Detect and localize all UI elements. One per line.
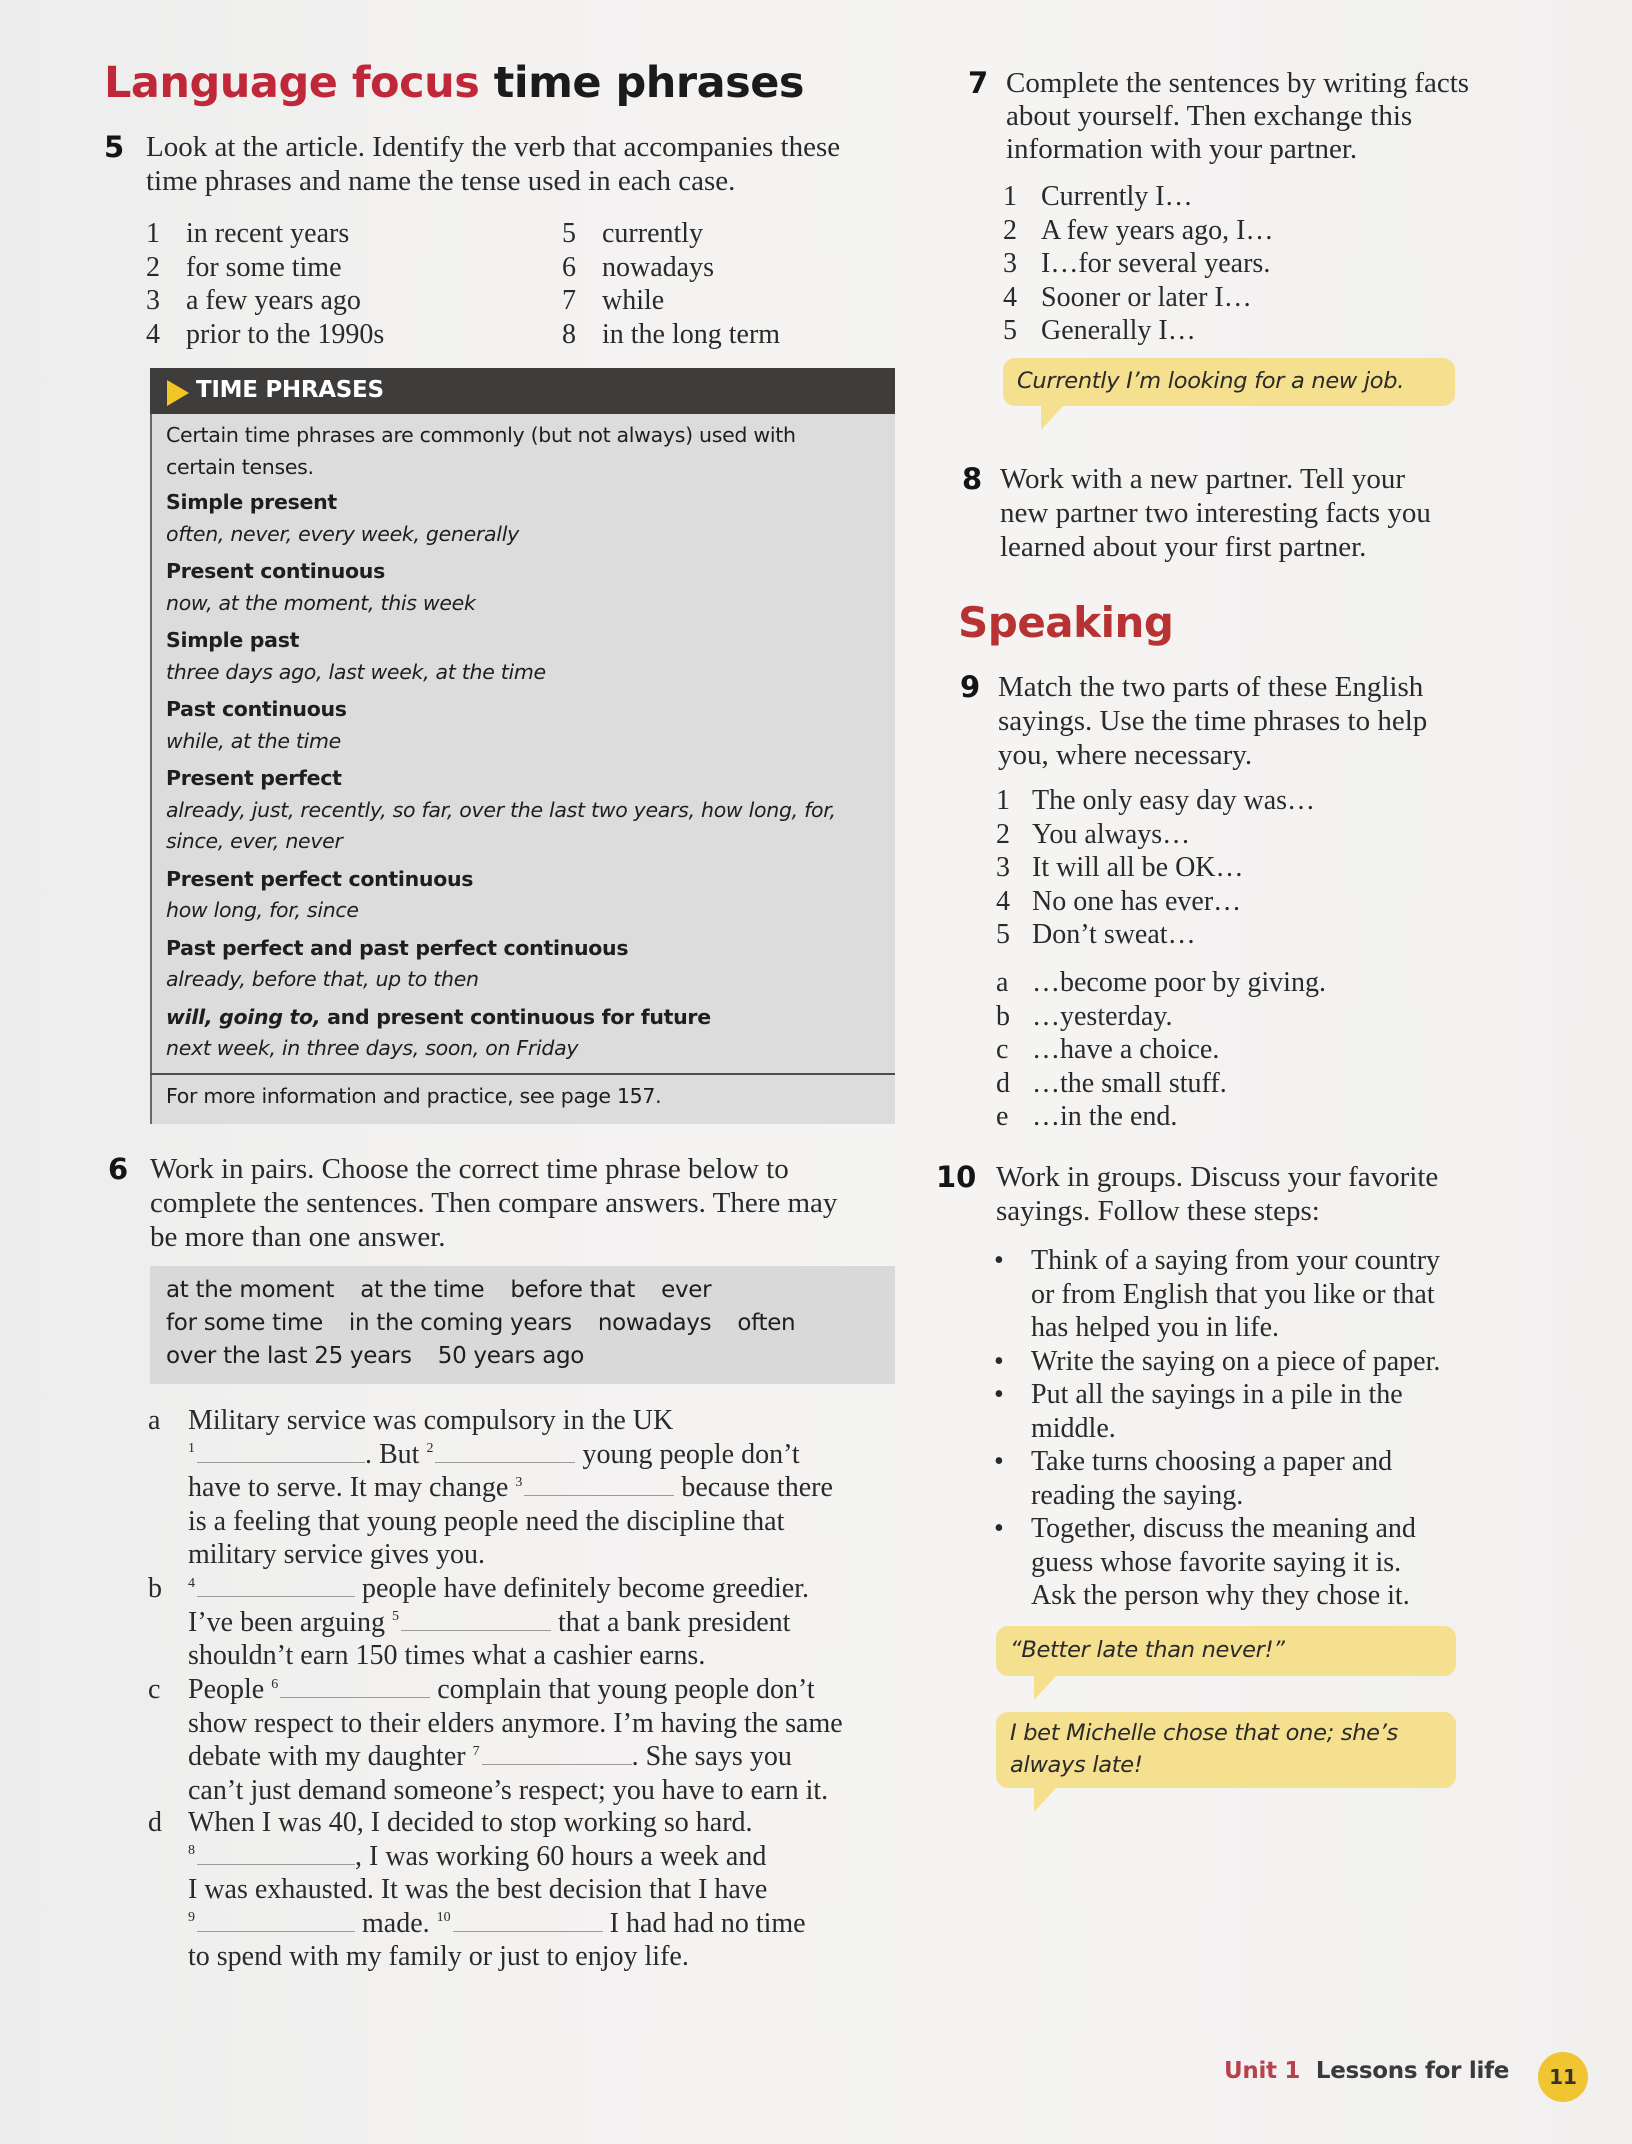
list-item: 6 nowadays	[562, 251, 714, 283]
word-option: at the time	[360, 1277, 485, 1303]
tense-examples: three days ago, last week, at the time	[166, 659, 546, 684]
blank-input-6[interactable]	[280, 1675, 430, 1698]
tense-examples: already, just, recently, so far, over the last two years, how long, for,	[166, 797, 836, 822]
blank-input-10[interactable]	[453, 1909, 603, 1932]
exercise-number: 6	[108, 1152, 129, 1186]
word-option: before that	[510, 1277, 636, 1303]
bullet-icon: •	[994, 1379, 1004, 1410]
instruction-line: Match the two parts of these English	[998, 671, 1424, 703]
sentence-label: c	[148, 1674, 161, 1705]
sentence-label: a	[148, 1405, 161, 1436]
time-phrases-title: TIME PHRASES	[196, 377, 384, 403]
page-footer	[1224, 2058, 1509, 2084]
unit-title: Lessons for life	[1315, 2058, 1510, 2084]
tense-examples: next week, in three days, soon, on Friday	[166, 1036, 579, 1060]
sentence-label: b	[148, 1573, 162, 1604]
list-item: 2 for some time	[146, 251, 342, 283]
instruction-line: new partner two interesting facts you	[1000, 497, 1431, 529]
tense-examples: now, at the moment, this week	[166, 590, 476, 615]
instruction-line: time phrases and name the tense used in each case.	[146, 165, 736, 197]
list-item: 2 You always…	[996, 818, 1191, 850]
intro-text: Certain time phrases are commonly (but not always) used with certain tenses.	[166, 423, 796, 479]
list-item: 1 Currently I…	[1003, 181, 1193, 212]
bubble-text: I bet Michelle chose that one; she’s	[1010, 1720, 1398, 1746]
word-option: nowadays	[597, 1310, 712, 1336]
list-item: 3 a few years ago	[146, 285, 361, 316]
time-phrases-header	[150, 368, 895, 414]
bubble-tail	[1034, 1786, 1058, 1812]
bullet-icon: •	[994, 1446, 1004, 1477]
tense-heading: Present perfect	[166, 766, 342, 790]
step-item: • Think of a saying from your country or from English that you like or that has helped you in life.	[994, 1245, 1441, 1343]
box-left-border	[150, 414, 152, 1124]
list-item: 4 No one has ever…	[996, 885, 1242, 917]
speech-bubble-response	[996, 1712, 1456, 1788]
exercise-number: 10	[936, 1160, 977, 1194]
instruction-line: complete the sentences. Then compare answers. There may	[150, 1187, 838, 1219]
word-option: in the coming years	[348, 1310, 572, 1336]
bubble-text: always late!	[1010, 1752, 1143, 1778]
tense-heading: Present continuous	[166, 559, 385, 583]
exercise-number: 7	[968, 66, 989, 100]
bullet-icon: •	[994, 1345, 1004, 1377]
list-item: 1 The only easy day was…	[996, 785, 1316, 816]
bullet-icon: •	[994, 1245, 1004, 1276]
instruction-line: learned about your first partner.	[1000, 531, 1367, 563]
word-option: over the last 25 years	[166, 1343, 412, 1369]
tense-group	[166, 1002, 886, 1065]
list-item: 5 currently	[562, 218, 704, 249]
word-row	[166, 1310, 821, 1336]
instruction-line: Complete the sentences by writing facts	[1006, 67, 1470, 99]
sentence-label: d	[148, 1807, 162, 1838]
box-divider	[150, 1073, 895, 1075]
word-row	[166, 1277, 737, 1303]
list-item: 8 in the long term	[562, 318, 781, 350]
time-phrases-body	[166, 420, 886, 1071]
blank-input-2[interactable]	[435, 1440, 575, 1463]
tense-examples: how long, for, since	[166, 898, 359, 922]
list-item: a …become poor by giving.	[996, 967, 1326, 998]
list-item: b …yesterday.	[996, 1000, 1173, 1032]
word-option: at the moment	[166, 1277, 335, 1303]
exercise-6	[108, 1152, 928, 1262]
sentence-b: b $^4$ people have definitely become greedier. I’ve been arguing $^5$ that a bank president shouldn’t earn 150 times what a cashier earns.	[148, 1573, 810, 1671]
exercise-5-list-left	[146, 217, 384, 351]
tense-heading: Past continuous	[166, 697, 347, 721]
exercise-10	[936, 1160, 1576, 1236]
list-item: 1 in recent years	[146, 218, 350, 249]
exercise-number: 9	[960, 670, 981, 704]
list-item: 3 I…for several years.	[1003, 248, 1271, 279]
instruction-line: information with your partner.	[1006, 133, 1358, 165]
step-item: • Write the saying on a piece of paper.	[994, 1345, 1441, 1377]
word-option: often	[737, 1310, 796, 1336]
bubble-tail	[1034, 1674, 1058, 1700]
bubble-text: “Better late than never!”	[1010, 1637, 1285, 1663]
exercise-8	[962, 462, 1582, 572]
bullet-icon: •	[994, 1513, 1004, 1544]
speech-bubble-example-7	[1003, 358, 1455, 406]
word-row	[166, 1343, 610, 1369]
speech-bubble-saying	[996, 1626, 1456, 1676]
section-title-rest: time phrases	[493, 58, 804, 108]
page-number-badge: 11	[1538, 2052, 1588, 2102]
word-option: for some time	[166, 1310, 323, 1336]
sentence-c: c People $^6$ complain that young people don’t show respect to their elders anymore. I’m having the same debate with my daughter $^7$ . She says you can’t just demand someone’s respect; you have to earn it.	[148, 1674, 843, 1806]
exercise-number: 8	[962, 462, 983, 496]
tense-examples: since, ever, never	[166, 829, 343, 853]
step-item: • Together, discuss the meaning and guess whose favorite saying it is. Ask the person why they chose it.	[994, 1513, 1416, 1611]
blank-input-3[interactable]	[524, 1473, 674, 1496]
blank-input-8[interactable]	[197, 1842, 355, 1865]
section-title-speaking: Speaking	[958, 598, 1174, 647]
sentence-d: d When I was 40, I decided to stop working so hard. $^8$ , I was working 60 hours a week and I was exhausted. It was the best decision that I have $^9$ made. $^{10}$ I had had no time to spend with my family or just to enjoy life.	[148, 1807, 806, 1972]
instruction-line: Look at the article. Identify the verb that accompanies these	[146, 131, 841, 163]
tense-group	[166, 763, 886, 858]
blank-input-7[interactable]	[482, 1742, 632, 1765]
instruction-line: about yourself. Then exchange this	[1006, 100, 1413, 132]
instruction-line: Work in groups. Discuss your favorite	[996, 1161, 1439, 1193]
tense-group	[166, 933, 886, 996]
section-title-language-focus	[104, 58, 804, 108]
instruction-line: be more than one answer.	[150, 1221, 446, 1253]
list-item: 2 A few years ago, I…	[1003, 214, 1274, 246]
tense-group	[166, 625, 886, 688]
instruction-line: Work with a new partner. Tell your	[1000, 463, 1406, 495]
blank-input-9[interactable]	[197, 1909, 355, 1932]
step-item: • Take turns choosing a paper and reading the saying.	[994, 1446, 1393, 1511]
exercise-number: 5	[104, 130, 125, 164]
word-option: 50 years ago	[437, 1343, 585, 1369]
list-item: c …have a choice.	[996, 1034, 1220, 1065]
unit-label: Unit 1	[1224, 2058, 1301, 2084]
word-box	[150, 1266, 895, 1384]
exercise-5-list-right	[562, 217, 780, 351]
blank-input-4[interactable]	[197, 1574, 355, 1597]
list-item: 5 Don’t sweat…	[996, 919, 1196, 950]
page-reference-link[interactable]: For more information and practice, see page 157.	[166, 1084, 662, 1108]
list-item: e …in the end.	[996, 1101, 1178, 1132]
sayings-second-parts	[996, 966, 1326, 1134]
tense-heading: Simple present	[166, 490, 337, 514]
exercise-5	[104, 130, 924, 210]
tense-heading: Present perfect continuous	[166, 866, 474, 891]
list-item: 4 Sooner or later I…	[1003, 281, 1252, 313]
exercise-7	[968, 66, 1588, 176]
step-item: • Put all the sayings in a pile in the middle.	[994, 1379, 1403, 1444]
list-item: 4 prior to the 1990s	[146, 318, 385, 350]
sentence-a: a Military service was compulsory in the UK $^1$ . But $^2$ young people don’t have to serve. It may change $^3$ because there is a feeling that young people need the discipline that military service gives you.	[148, 1405, 833, 1570]
play-triangle-icon	[167, 380, 189, 406]
tense-group	[166, 487, 886, 550]
time-phrases-box	[150, 368, 895, 1124]
tense-group	[166, 864, 886, 927]
tense-heading: Past perfect and past perfect continuous	[166, 935, 629, 960]
list-item: 5 Generally I…	[1003, 315, 1196, 346]
tense-heading: Simple past	[166, 628, 300, 652]
sayings-first-parts	[996, 784, 1315, 952]
tense-examples: often, never, every week, generally	[166, 521, 519, 546]
instruction-line: sayings. Use the time phrases to help	[998, 705, 1428, 737]
instruction-line: sayings. Follow these steps:	[996, 1195, 1320, 1227]
section-title-colored: Language focus	[104, 58, 480, 108]
steps-list	[994, 1244, 1514, 1613]
exercise-9	[960, 670, 1580, 780]
word-option: ever	[661, 1277, 712, 1303]
tense-examples: already, before that, up to then	[166, 967, 479, 991]
tense-group	[166, 556, 886, 619]
tense-heading: will, going to, and present continuous for future	[166, 1004, 711, 1029]
instruction-line: you, where necessary.	[998, 739, 1253, 771]
instruction-line: Work in pairs. Choose the correct time phrase below to	[150, 1153, 789, 1185]
tense-group	[166, 694, 886, 757]
list-item: d …the small stuff.	[996, 1067, 1227, 1099]
exercise-7-list	[1003, 180, 1273, 348]
list-item: 7 while	[562, 285, 665, 316]
tense-examples: while, at the time	[166, 728, 341, 753]
bubble-text: Currently I’m looking for a new job.	[1017, 368, 1405, 394]
blank-input-5[interactable]	[401, 1608, 551, 1631]
bubble-tail	[1041, 404, 1065, 430]
list-item: 3 It will all be OK…	[996, 852, 1244, 883]
blank-input-1[interactable]	[197, 1440, 365, 1463]
